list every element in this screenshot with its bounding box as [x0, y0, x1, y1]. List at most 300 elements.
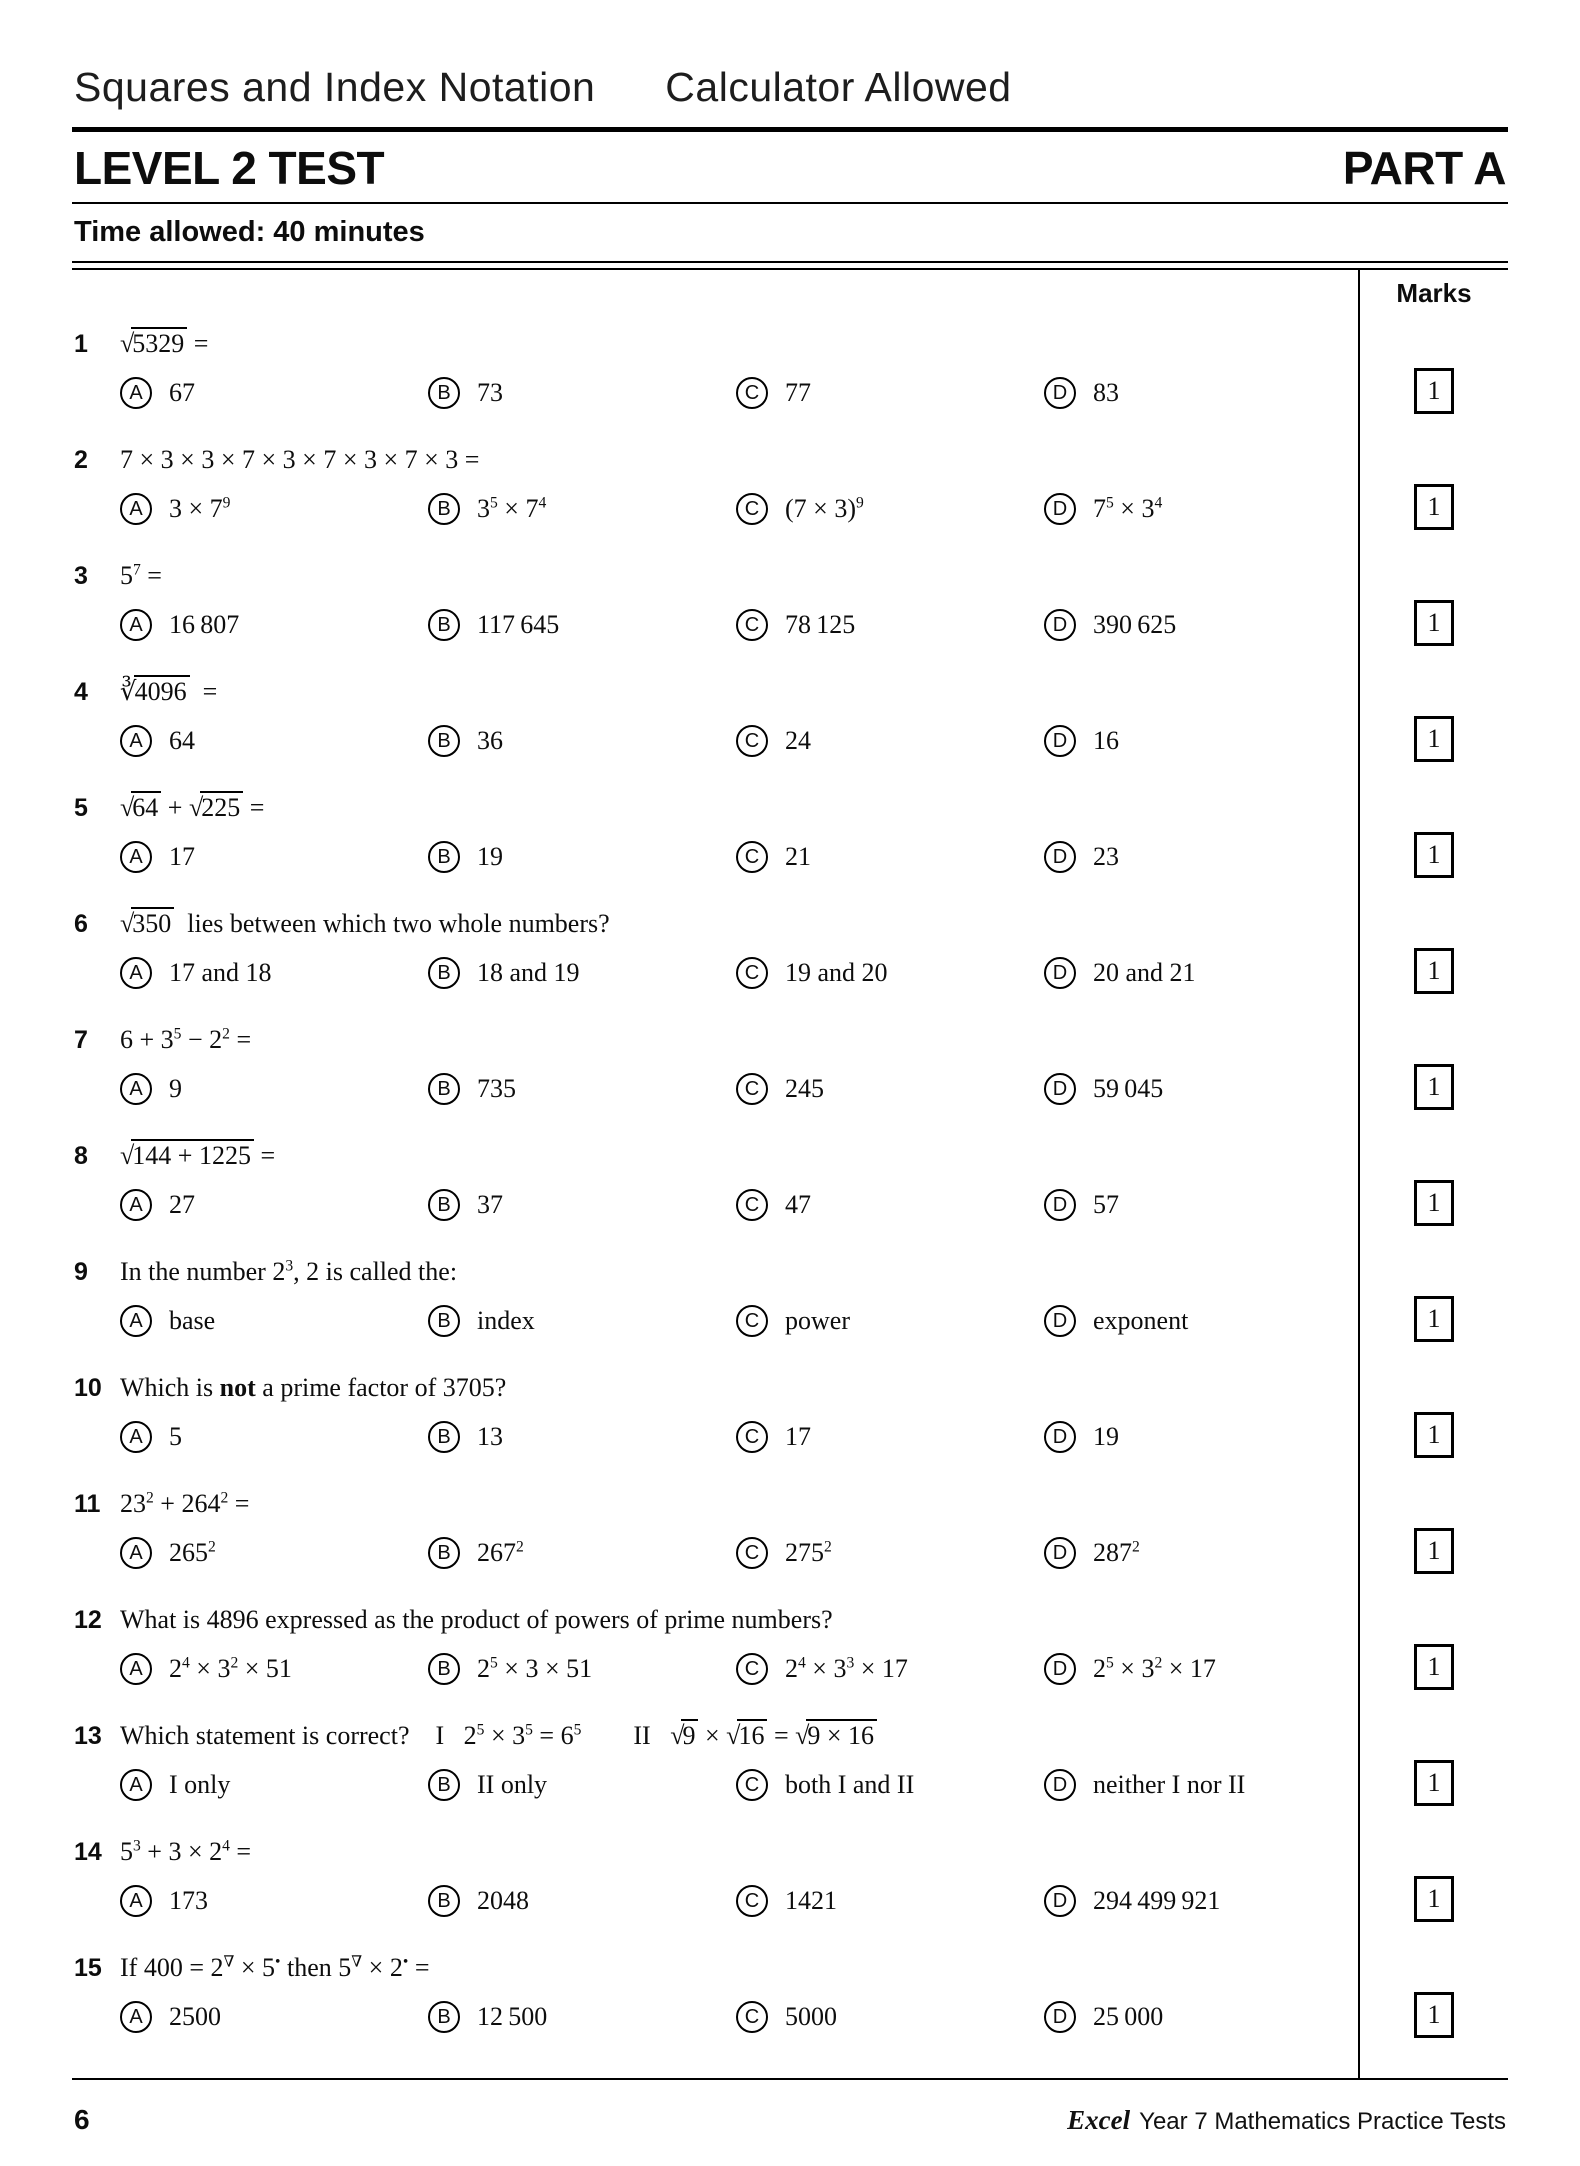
option-text: 25 000 [1093, 2002, 1164, 2031]
option-14B [428, 1879, 736, 1923]
superscript: 5 [490, 494, 498, 512]
marks-cell [1360, 1585, 1508, 1701]
marks-value: 1 [1427, 1072, 1441, 1101]
option-letter-circle: D [1044, 1769, 1076, 1801]
option-letter-circle: C [736, 1653, 768, 1685]
option-text: 67 [169, 378, 195, 407]
question-number: 6 [74, 910, 88, 938]
question-number: 7 [74, 1026, 88, 1054]
square-root [120, 909, 174, 938]
marks-box [1414, 1180, 1454, 1226]
question-stem-row [74, 440, 1352, 480]
options-row [120, 719, 1352, 763]
option-text: 16 [1093, 726, 1119, 755]
option-text: II only [477, 1770, 548, 1799]
option-text: 117 645 [477, 610, 560, 639]
options-row [120, 1995, 1352, 2039]
option-6D [1044, 951, 1352, 995]
marks-box [1414, 1760, 1454, 1806]
option-text: 37 [477, 1190, 503, 1219]
question-stem-row [74, 324, 1352, 364]
option-letter-circle: A [120, 493, 152, 525]
square-root [120, 1141, 254, 1170]
option-11B [428, 1531, 736, 1575]
option-7A [120, 1067, 428, 1111]
square-root [120, 793, 161, 822]
part-title: PART A [1342, 142, 1506, 194]
radical-sign: √ [120, 909, 134, 938]
option-14D [1044, 1879, 1352, 1923]
option-text: 1421 [785, 1886, 837, 1915]
radicand: 4096 [134, 675, 190, 706]
option-text: 245 [785, 1074, 824, 1103]
options-row [120, 487, 1352, 531]
option-letter-circle: C [736, 1885, 768, 1917]
option-letter-circle: B [428, 1073, 460, 1105]
option-letter-circle: B [428, 609, 460, 641]
question-number: 13 [74, 1722, 102, 1750]
superscript: 4 [182, 1654, 190, 1672]
option-text: 27 [169, 1190, 195, 1219]
option-5B [428, 835, 736, 879]
option-letter-circle: C [736, 1769, 768, 1801]
question-11 [72, 1469, 1360, 1585]
option-text: 77 [785, 378, 811, 407]
question-stem: What is 4896 expressed as the product of powers of prime numbers? [120, 1605, 833, 1634]
marks-value: 1 [1427, 840, 1441, 869]
marks-value: 1 [1427, 1420, 1441, 1449]
marks-box [1414, 1992, 1454, 2038]
question-number: 5 [74, 794, 88, 822]
option-letter-circle: D [1044, 1073, 1076, 1105]
question-1 [72, 309, 1360, 425]
question-15 [72, 1933, 1360, 2049]
page-number: 6 [74, 2104, 90, 2135]
option-13D [1044, 1763, 1352, 1807]
question-stem: Which is not a prime factor of 3705? [120, 1373, 507, 1402]
question-4 [72, 657, 1360, 773]
option-letter-circle: B [428, 841, 460, 873]
option-2D [1044, 487, 1352, 531]
superscript: 2 [824, 1538, 832, 1556]
option-4B [428, 719, 736, 763]
option-5C [736, 835, 1044, 879]
radicand: 16 [737, 1719, 767, 1750]
option-letter-circle: D [1044, 841, 1076, 873]
radicand: 9 × 16 [806, 1719, 877, 1750]
option-7D [1044, 1067, 1352, 1111]
superscript: 4 [538, 494, 547, 512]
option-6B [428, 951, 736, 995]
marks-value: 1 [1427, 1884, 1441, 1913]
option-6A [120, 951, 428, 995]
option-letter-circle: D [1044, 493, 1076, 525]
option-letter-circle: B [428, 2001, 460, 2033]
marks-value: 1 [1427, 1188, 1441, 1217]
option-text: 47 [785, 1190, 811, 1219]
options-row [120, 1763, 1352, 1807]
superscript: 3 [133, 1837, 141, 1855]
option-text: $7^5 \times 3^4$ [1093, 494, 1163, 523]
options-row [120, 951, 1352, 995]
page-footer [72, 2080, 1508, 2166]
option-text: 24 [785, 726, 811, 755]
marks-value: 1 [1427, 1768, 1441, 1797]
option-letter-circle: B [428, 1305, 460, 1337]
option-letter-circle: D [1044, 1305, 1076, 1337]
option-text: $275^2$ [785, 1538, 832, 1567]
superscript: 4 [222, 1837, 230, 1855]
options-row [120, 371, 1352, 415]
option-letter-circle: A [120, 725, 152, 757]
marks-box [1414, 1064, 1454, 1110]
option-2A [120, 487, 428, 531]
option-letter-circle: A [120, 1537, 152, 1569]
question-stem: √144 + 1225 = [120, 1141, 276, 1170]
option-letter-circle: A [120, 377, 152, 409]
option-12C [736, 1647, 1044, 1691]
question-14 [72, 1817, 1360, 1933]
option-12B [428, 1647, 736, 1691]
question-stem: 7 × 3 × 3 × 7 × 3 × 7 × 3 × 7 × 3 = [120, 445, 480, 474]
option-letter-circle: B [428, 1653, 460, 1685]
option-letter-circle: B [428, 1769, 460, 1801]
radicand: 144 + 1225 [131, 1139, 254, 1170]
question-stem-row [74, 1600, 1352, 1640]
option-text: index [477, 1306, 535, 1335]
superscript: 5 [1106, 1654, 1114, 1672]
option-text: 17 [785, 1422, 811, 1451]
option-letter-circle: D [1044, 609, 1076, 641]
question-stem: √64 + √225 = [120, 793, 265, 822]
question-stem-row [74, 556, 1352, 596]
question-number: 15 [74, 1954, 102, 1982]
option-text: 83 [1093, 378, 1119, 407]
options-row [120, 1299, 1352, 1343]
option-4D [1044, 719, 1352, 763]
marks-cell [1360, 1469, 1508, 1585]
question-8 [72, 1121, 1360, 1237]
question-number: 3 [74, 562, 88, 590]
option-text: $3^5 \times 7^4$ [477, 494, 547, 523]
superscript: • [275, 1953, 281, 1971]
square-root [120, 329, 187, 358]
question-stem: $5^7$ = [120, 561, 162, 590]
marks-cell [1360, 1005, 1508, 1121]
option-letter-circle: D [1044, 725, 1076, 757]
option-15D [1044, 1995, 1352, 2039]
options-row [120, 1067, 1352, 1111]
question-9 [72, 1237, 1360, 1353]
marks-box [1414, 368, 1454, 414]
option-text: $3 \times 7^9$ [169, 494, 231, 523]
question-3 [72, 541, 1360, 657]
questions-top-divider [72, 261, 1508, 270]
option-9A [120, 1299, 428, 1343]
option-text: $287^2$ [1093, 1538, 1140, 1567]
superscript: 2 [1132, 1538, 1140, 1556]
option-10A [120, 1415, 428, 1459]
question-stem-row [74, 1948, 1352, 1988]
option-3B [428, 603, 736, 647]
option-text: 23 [1093, 842, 1119, 871]
superscript: 5 [573, 1721, 582, 1739]
option-letter-circle: D [1044, 1885, 1076, 1917]
cube-root [120, 677, 190, 706]
question-6 [72, 889, 1360, 1005]
level-row [72, 132, 1508, 202]
question-stem-row [74, 1832, 1352, 1872]
option-letter-circle: C [736, 1537, 768, 1569]
superscript: 9 [855, 494, 864, 512]
option-11C [736, 1531, 1044, 1575]
option-text: 19 [477, 842, 503, 871]
superscript: 2 [220, 1489, 229, 1507]
question-stem-row [74, 1716, 1352, 1756]
superscript: 5 [1106, 494, 1114, 512]
option-letter-circle: C [736, 609, 768, 641]
option-text: I only [169, 1770, 231, 1799]
options-row [120, 835, 1352, 879]
option-text: $2^5 \times 3^2 \times 17$ [1093, 1654, 1216, 1683]
option-text: $2^4 \times 3^2 \times 51$ [169, 1654, 292, 1683]
option-text: $2^5 \times 3 \times 51$ [477, 1654, 593, 1683]
option-letter-circle: C [736, 493, 768, 525]
question-number: 12 [74, 1606, 102, 1634]
marks-cell [1360, 773, 1508, 889]
options-row [120, 1647, 1352, 1691]
option-letter-circle: B [428, 377, 460, 409]
option-letter-circle: A [120, 957, 152, 989]
option-letter-circle: C [736, 1189, 768, 1221]
option-text: 19 and 20 [785, 958, 888, 987]
page-header [72, 56, 1508, 127]
option-8A [120, 1183, 428, 1227]
option-text: exponent [1093, 1306, 1189, 1335]
marks-value: 1 [1427, 1652, 1441, 1681]
marks-value: 1 [1427, 1536, 1441, 1565]
option-text: both I and II [785, 1770, 915, 1799]
option-2C [736, 487, 1044, 531]
option-6C [736, 951, 1044, 995]
radical-sign: √ [670, 1721, 684, 1750]
option-1A [120, 371, 428, 415]
option-letter-circle: A [120, 1653, 152, 1685]
options-row [120, 1415, 1352, 1459]
marks-box [1414, 1528, 1454, 1574]
marks-cell [1360, 425, 1508, 541]
option-10C [736, 1415, 1044, 1459]
option-letter-circle: D [1044, 1421, 1076, 1453]
option-letter-circle: C [736, 725, 768, 757]
option-letter-circle: C [736, 1421, 768, 1453]
question-stem: $23^2 + 264^2$ = [120, 1489, 250, 1518]
option-text: 21 [785, 842, 811, 871]
question-stem-row [74, 1136, 1352, 1176]
question-stem: √5329 = [120, 329, 209, 358]
question-stem-row [74, 1020, 1352, 1060]
option-4C [736, 719, 1044, 763]
radical-sign: √ [120, 1141, 134, 1170]
option-letter-circle: A [120, 609, 152, 641]
marks-box [1414, 1876, 1454, 1922]
superscript: 2 [222, 1025, 230, 1043]
page-title: Squares and Index Notation [74, 64, 596, 110]
marks-value: 1 [1427, 2000, 1441, 2029]
superscript: 4 [798, 1654, 806, 1672]
option-2B [428, 487, 736, 531]
option-letter-circle: A [120, 1189, 152, 1221]
option-text: 73 [477, 378, 503, 407]
question-stem: If 400 = 2∇ × 5• then 5∇ × 2• = [120, 1953, 430, 1982]
option-5D [1044, 835, 1352, 879]
question-13 [72, 1701, 1360, 1817]
superscript: 5 [173, 1025, 182, 1043]
option-9D [1044, 1299, 1352, 1343]
marks-cell [1360, 1353, 1508, 1469]
marks-cell [1360, 1817, 1508, 1933]
marks-box [1414, 484, 1454, 530]
square-root [795, 1721, 877, 1750]
superscript: 9 [222, 494, 231, 512]
question-number: 8 [74, 1142, 88, 1170]
superscript: 2 [516, 1538, 524, 1556]
option-11A [120, 1531, 428, 1575]
option-text: 57 [1093, 1190, 1119, 1219]
option-1D [1044, 371, 1352, 415]
question-7 [72, 1005, 1360, 1121]
marks-value: 1 [1427, 492, 1441, 521]
level-title: LEVEL 2 TEST [74, 142, 385, 194]
marks-cell [1360, 541, 1508, 657]
option-letter-circle: C [736, 957, 768, 989]
option-11D [1044, 1531, 1352, 1575]
option-9C [736, 1299, 1044, 1343]
option-letter-circle: B [428, 1885, 460, 1917]
marks-cell [1360, 1121, 1508, 1237]
marks-column-header: Marks [1396, 278, 1472, 308]
option-10B [428, 1415, 736, 1459]
option-text: 64 [169, 726, 195, 755]
option-letter-circle: A [120, 2001, 152, 2033]
option-text: power [785, 1306, 850, 1335]
option-letter-circle: A [120, 1421, 152, 1453]
option-7B [428, 1067, 736, 1111]
option-text: 2500 [169, 2002, 221, 2031]
marks-cell [1360, 1237, 1508, 1353]
option-letter-circle: B [428, 493, 460, 525]
radicand: 9 [681, 1719, 698, 1750]
marks-box [1414, 600, 1454, 646]
question-number: 10 [74, 1374, 102, 1402]
option-text: $265^2$ [169, 1538, 216, 1567]
superscript: 5 [476, 1721, 485, 1739]
question-2 [72, 425, 1360, 541]
option-text: 59 045 [1093, 1074, 1164, 1103]
options-row [120, 1879, 1352, 1923]
question-stem: $6 + 3^5 - 2^2$ = [120, 1025, 252, 1054]
question-stem-row [74, 788, 1352, 828]
options-row [120, 603, 1352, 647]
question-number: 11 [74, 1490, 101, 1518]
marks-cell [1360, 889, 1508, 1005]
option-letter-circle: C [736, 2001, 768, 2033]
option-letter-circle: C [736, 377, 768, 409]
radical-sign: √ [726, 1721, 740, 1750]
superscript: • [402, 1953, 409, 1971]
option-text: 18 and 19 [477, 958, 580, 987]
question-number: 9 [74, 1258, 88, 1286]
option-text: 9 [169, 1074, 182, 1103]
superscript: 4 [1154, 494, 1163, 512]
option-text: 5 [169, 1422, 182, 1451]
option-text: neither I nor II [1093, 1770, 1246, 1799]
question-number: 14 [74, 1838, 102, 1866]
option-letter-circle: B [428, 725, 460, 757]
option-letter-circle: D [1044, 1653, 1076, 1685]
questions-area [72, 270, 1508, 2078]
superscript: 2 [208, 1538, 216, 1556]
superscript: ∇ [351, 1953, 363, 1971]
option-letter-circle: D [1044, 1189, 1076, 1221]
question-stem: $5^3 + 3 \times 2^4$ = [120, 1837, 252, 1866]
radical-sign: √ [120, 329, 134, 358]
option-text: 16 807 [169, 610, 240, 639]
series-title: Year 7 Mathematics Practice Tests [1139, 2108, 1506, 2135]
option-text: base [169, 1306, 216, 1335]
option-text: 735 [477, 1074, 516, 1103]
superscript: 7 [133, 561, 141, 579]
radical-sign: √ [188, 793, 203, 822]
option-letter-circle: B [428, 1189, 460, 1221]
question-stem-row [74, 672, 1352, 712]
question-12 [72, 1585, 1360, 1701]
option-letter-circle: C [736, 1073, 768, 1105]
marks-box [1414, 716, 1454, 762]
brand-name: Excel [1067, 2105, 1131, 2135]
option-1C [736, 371, 1044, 415]
option-letter-circle: D [1044, 377, 1076, 409]
option-text: 12 500 [477, 2002, 548, 2031]
question-stem-row [74, 904, 1352, 944]
marks-column-divider [1358, 270, 1360, 2078]
superscript: 2 [1154, 1654, 1163, 1672]
question-10 [72, 1353, 1360, 1469]
marks-box [1414, 1644, 1454, 1690]
square-root [189, 793, 243, 822]
option-3A [120, 603, 428, 647]
question-stem-row [74, 1368, 1352, 1408]
square-root [670, 1721, 698, 1750]
superscript: 2 [146, 1489, 154, 1507]
marks-value: 1 [1427, 1304, 1441, 1333]
option-8C [736, 1183, 1044, 1227]
marks-box [1414, 832, 1454, 878]
option-text: 2048 [477, 1886, 529, 1915]
option-12A [120, 1647, 428, 1691]
radicand: 350 [131, 907, 174, 938]
marks-value: 1 [1427, 724, 1441, 753]
marks-value: 1 [1427, 608, 1441, 637]
options-row [120, 1531, 1352, 1575]
option-13A [120, 1763, 428, 1807]
radical-sign: √ [795, 1721, 809, 1750]
radical-sign: √ [120, 793, 134, 822]
option-text: 19 [1093, 1422, 1119, 1451]
option-text: 36 [477, 726, 503, 755]
option-letter-circle: D [1044, 957, 1076, 989]
option-12D [1044, 1647, 1352, 1691]
